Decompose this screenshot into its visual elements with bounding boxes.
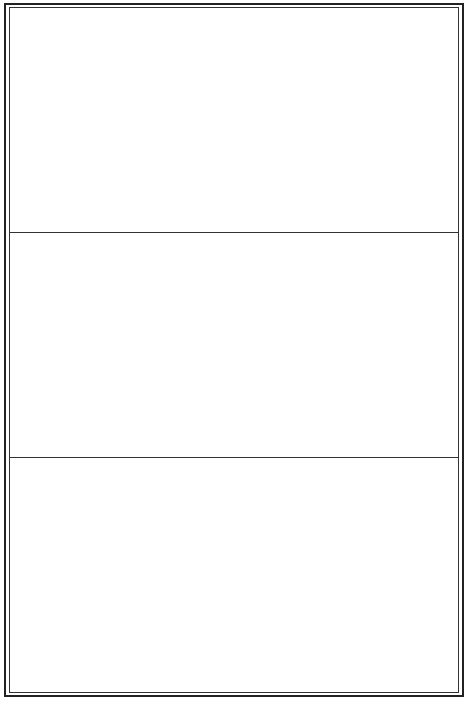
band-divider-1 — [9, 232, 459, 233]
text-band-top — [10, 8, 458, 230]
band-divider-2 — [9, 457, 459, 458]
column-group — [10, 8, 458, 230]
text-band-middle — [10, 234, 458, 456]
column-group — [10, 459, 458, 692]
text-band-bottom — [10, 459, 458, 692]
column-group — [10, 234, 458, 456]
